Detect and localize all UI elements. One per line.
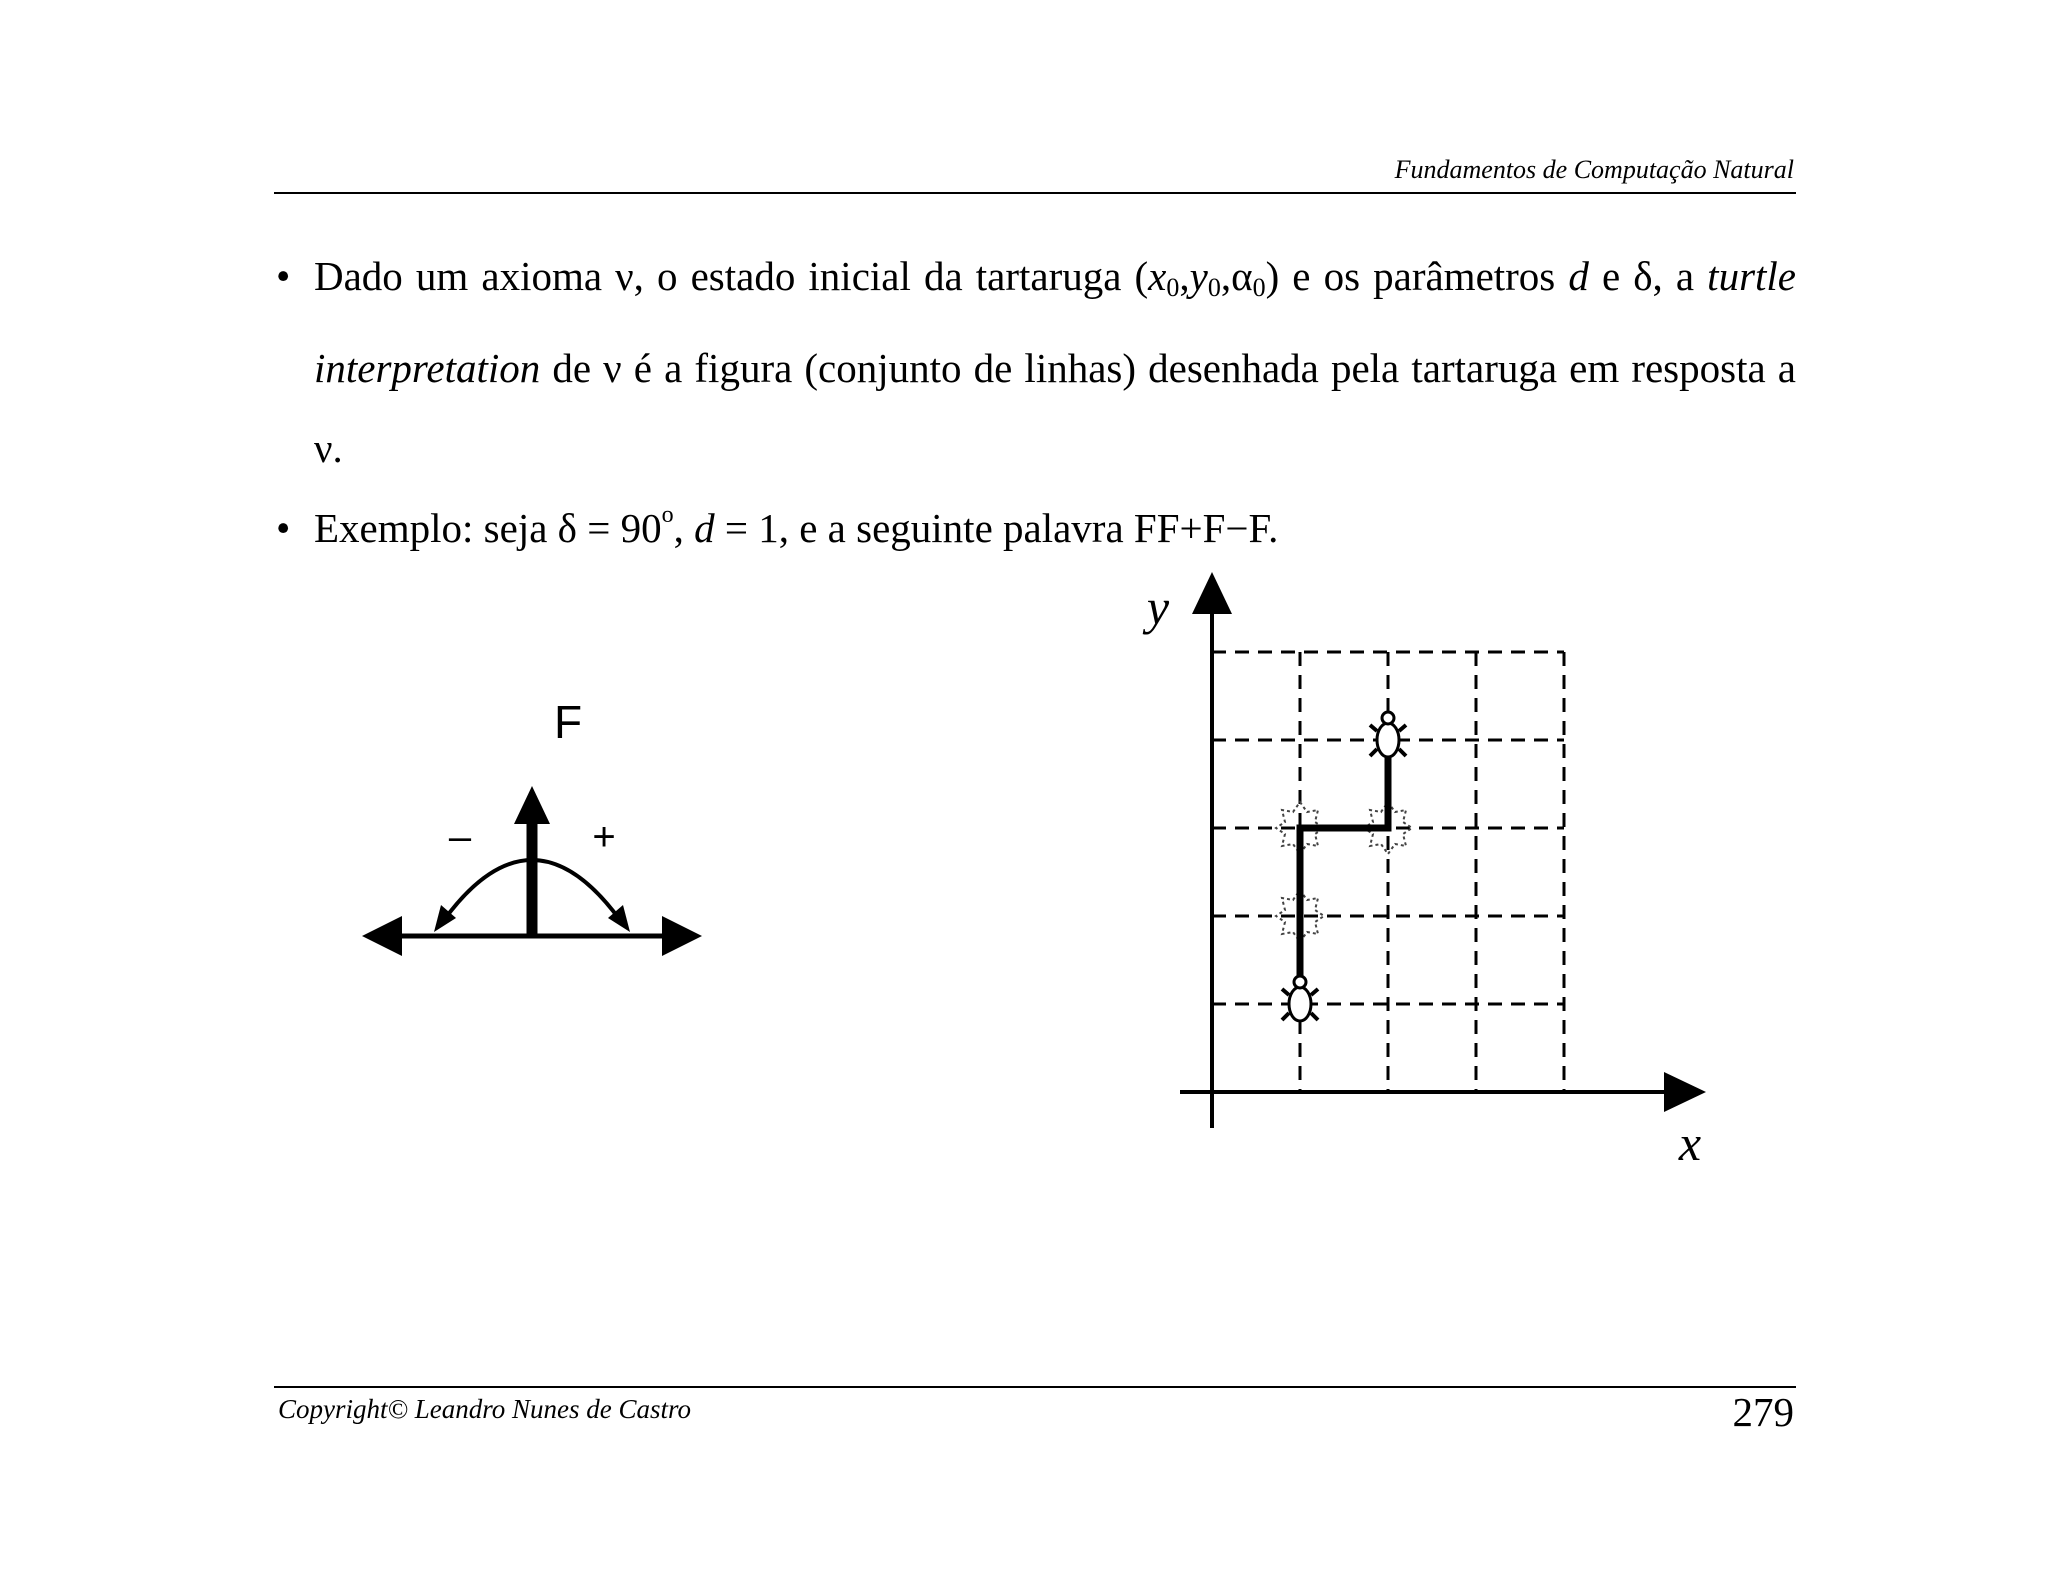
bullet-dot: • [276,253,291,299]
x-axis-arrowhead [1664,1072,1706,1112]
var-x0: x [1148,253,1167,299]
turtle-path [1300,740,1388,1004]
text-segment: ,α [1220,253,1253,299]
running-header: Fundamentos de Computação Natural [1394,155,1794,184]
subscript: 0 [1207,273,1221,302]
text-segment: = 1, e a seguinte palavra FF+F−F. [714,505,1279,551]
degree-sup: o [661,502,674,528]
text-segment: ) e os parâmetros [1265,253,1569,299]
ghost-turtles [1276,802,1412,942]
text-segment: Exemplo: seja δ = 90 [314,505,662,551]
var-d: d [694,505,715,551]
subscript: 0 [1252,273,1266,302]
left-arrowhead [362,916,402,956]
text-segment: , [673,505,695,551]
y-axis-arrowhead [1192,572,1232,614]
copyright-text: Copyright© Leandro Nunes de Castro [278,1394,692,1424]
end-turtle-icon [1370,712,1406,757]
subscript: 0 [1166,273,1180,302]
minus-label: – [448,815,472,859]
turtle-icon [1282,976,1318,1021]
text-segment: de ν é a figura (conjunto de linhas) desenhada pela tartaruga em resposta a ν. [314,345,1796,471]
term-turtle-interpretation: turtle interpretation [314,253,1796,391]
direction-diagram [362,696,702,956]
text-segment: , [1179,253,1190,299]
plus-label: + [592,815,616,859]
y-axis-label: y [1146,579,1170,635]
var-y0: y [1189,253,1208,299]
start-turtle-icon [1282,976,1318,1021]
text-segment: e δ, a [1588,253,1708,299]
forward-arrowhead [514,786,550,824]
var-d: d [1568,253,1589,299]
forward-label: F [553,696,583,748]
right-arrowhead [662,916,702,956]
footer-rule [274,1386,1796,1388]
text-segment: Dado um axioma ν, o estado inicial da tartaruga ( [314,253,1149,299]
bullet-dot: • [276,505,291,551]
turtle-grid-diagram [1142,572,1706,1171]
turtle-icon [1370,712,1406,757]
x-axis-label: x [1678,1115,1702,1171]
page-number: 279 [1732,1389,1794,1435]
